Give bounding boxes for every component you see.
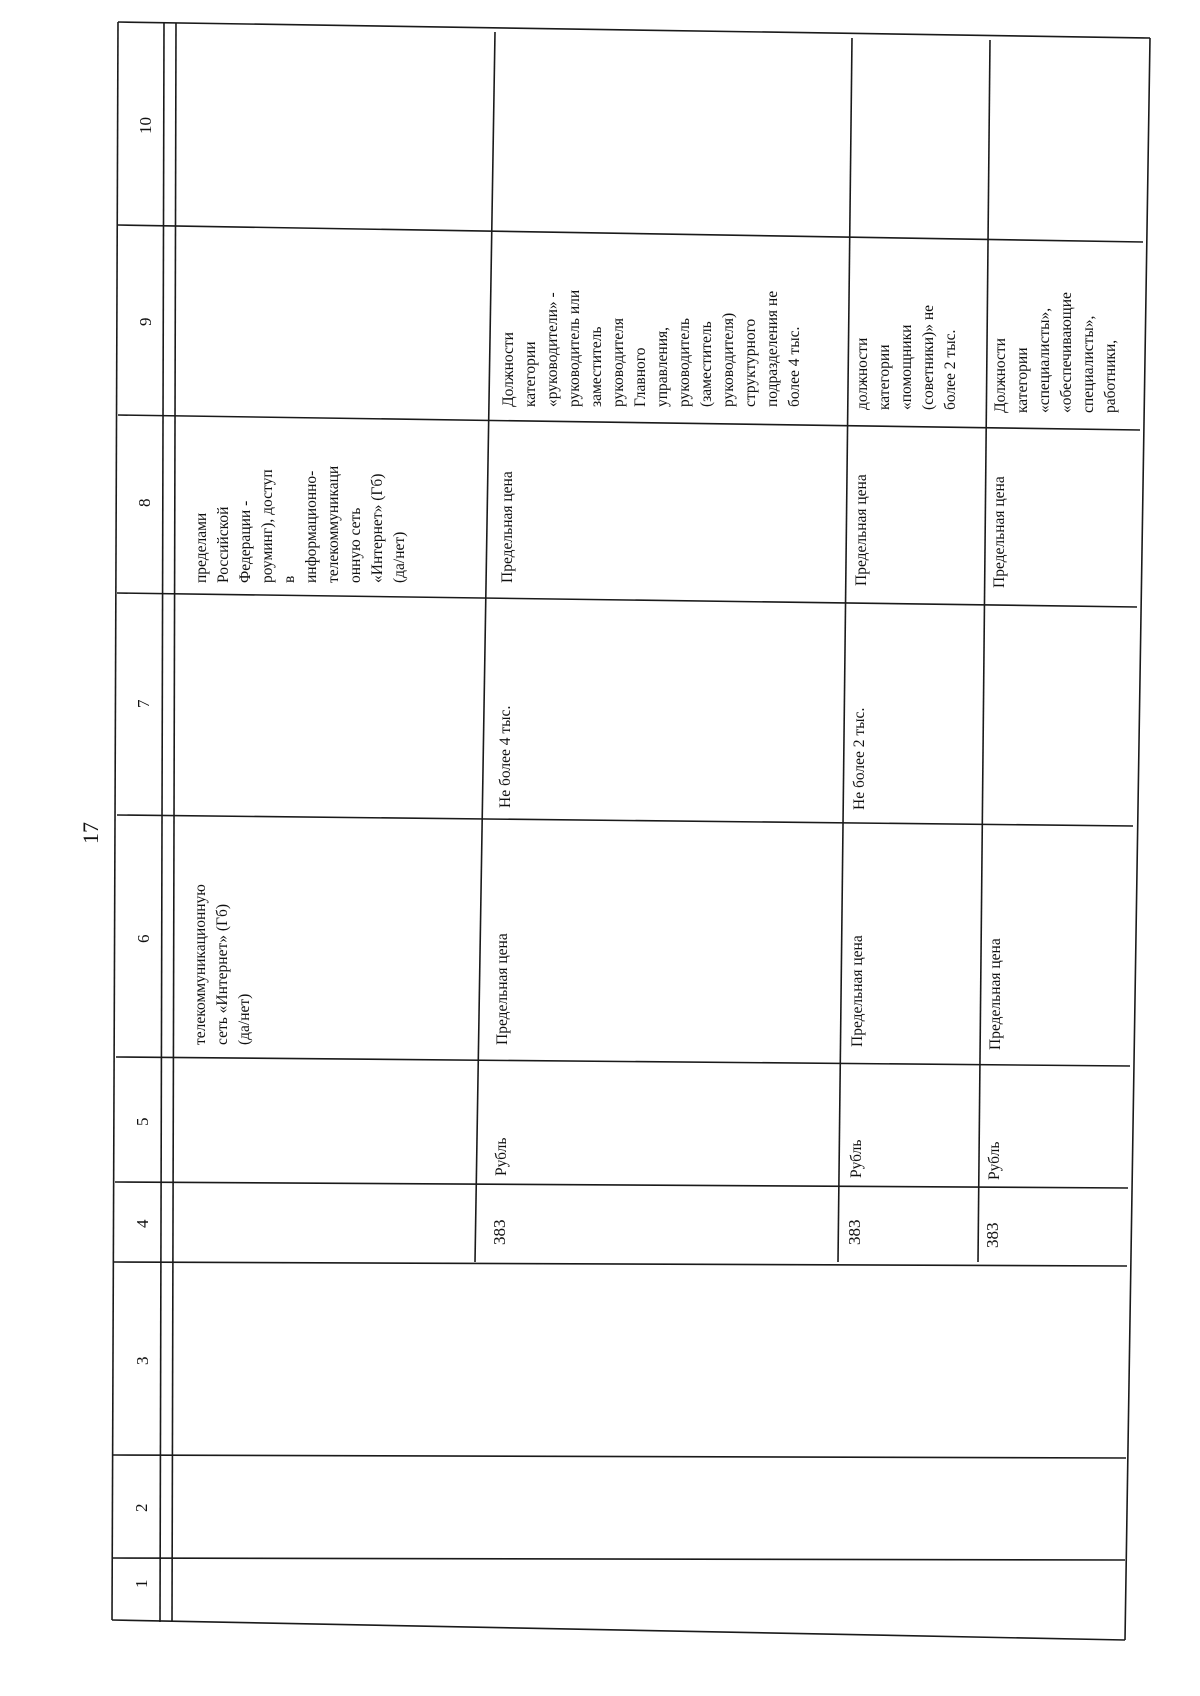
row3-col6-price: Предельная цена	[987, 938, 1004, 1050]
row1-col9-line: «руководители» -	[544, 292, 561, 407]
row1-col7-quantity: Не более 4 тыс.	[497, 705, 514, 808]
row2-col9-line: должности	[854, 337, 871, 410]
continuation-row	[192, 466, 408, 1045]
row3-col8-price: Предельная цена	[991, 476, 1008, 588]
continuation-col8-line: Российской	[215, 506, 232, 583]
row1-col9-line: более 4 тыс.	[786, 326, 803, 407]
row1-col6-price: Предельная цена	[494, 933, 511, 1045]
column-number-header	[132, 117, 155, 1588]
table-grid	[112, 22, 1150, 1640]
row3-col9-line: «обеспечивающие	[1058, 292, 1075, 413]
table-row	[983, 292, 1119, 1248]
row1-col9-line: руководителя)	[720, 312, 737, 407]
row3-col9-line: «специалисты»,	[1036, 307, 1053, 413]
continuation-col8-line: «Интернет» (Гб)	[369, 473, 386, 583]
row2-col4-code: 383	[845, 1219, 864, 1245]
col-number: 9	[136, 317, 155, 326]
row2-col9-line: «помощники	[898, 324, 915, 410]
col-number: 6	[134, 934, 153, 943]
page-number: 17	[78, 822, 103, 844]
row1-col9-line: подразделения не	[764, 290, 781, 407]
row2-col5-unit: Рубль	[848, 1139, 865, 1178]
row1-col9-line: руководитель	[676, 318, 693, 407]
row1-col9-line: руководителя	[610, 317, 627, 407]
row3-col9-line: категории	[1014, 347, 1031, 413]
row1-col9-line: заместитель	[588, 326, 605, 407]
row3-col9-line: Должности	[992, 338, 1009, 413]
row2-col9-positions	[854, 305, 959, 410]
continuation-col8-line: информационно-	[303, 470, 320, 583]
continuation-col8-line: онную сеть	[347, 507, 364, 583]
row1-col9-line: Главного	[632, 347, 649, 407]
col-number: 5	[133, 1117, 152, 1126]
table-row	[845, 305, 959, 1245]
continuation-col8-line: в	[281, 575, 298, 583]
continuation-col8-line: Федерации -	[237, 500, 254, 583]
row3-col4-code: 383	[983, 1222, 1002, 1248]
row2-col9-line: более 2 тыс.	[942, 329, 959, 410]
row2-col7-quantity: Не более 2 тыс.	[851, 707, 868, 810]
col-number: 8	[135, 498, 154, 507]
row1-col9-line: структурного	[742, 318, 759, 407]
row1-col9-positions	[500, 290, 803, 407]
col-number: 7	[134, 699, 153, 708]
row1-col5-unit: Рубль	[493, 1137, 510, 1176]
row1-col4-code: 383	[490, 1219, 509, 1245]
row3-col9-positions	[992, 292, 1119, 413]
row1-col9-line: руководитель или	[566, 289, 583, 407]
col-number: 2	[132, 1503, 151, 1512]
row1-col9-line: Должности	[500, 332, 517, 407]
col-number: 10	[136, 117, 155, 134]
row2-col6-price: Предельная цена	[849, 935, 866, 1047]
continuation-col8-line: телекоммуникаци	[325, 465, 342, 583]
row2-col8-price: Предельная цена	[853, 474, 870, 586]
col-number: 4	[133, 1219, 152, 1228]
table-row	[490, 290, 803, 1245]
row1-col9-line: категории	[522, 341, 539, 407]
continuation-col6-line: сеть «Интернет» (Гб)	[214, 903, 231, 1045]
row2-col9-line: категории	[876, 344, 893, 410]
continuation-col8-line: (да/нет)	[391, 531, 408, 583]
row2-col9-line: (советники)» не	[920, 304, 937, 410]
col-number: 1	[132, 1579, 151, 1588]
continuation-col6-line: (да/нет)	[236, 993, 253, 1045]
continuation-col8-line: роуминг), доступ	[259, 469, 276, 583]
row3-col9-line: специалисты»,	[1080, 315, 1097, 413]
row1-col8-price: Предельная цена	[499, 471, 516, 583]
row3-col5-unit: Рубль	[986, 1141, 1003, 1180]
continuation-col8-line: пределами	[193, 512, 210, 583]
row1-col9-line: (заместитель	[698, 321, 715, 407]
col-number: 3	[133, 1356, 152, 1365]
row1-col9-line: управления,	[654, 327, 671, 407]
continuation-col6-line: телекоммуникационную	[192, 884, 209, 1045]
row3-col9-line: работники,	[1102, 339, 1119, 413]
